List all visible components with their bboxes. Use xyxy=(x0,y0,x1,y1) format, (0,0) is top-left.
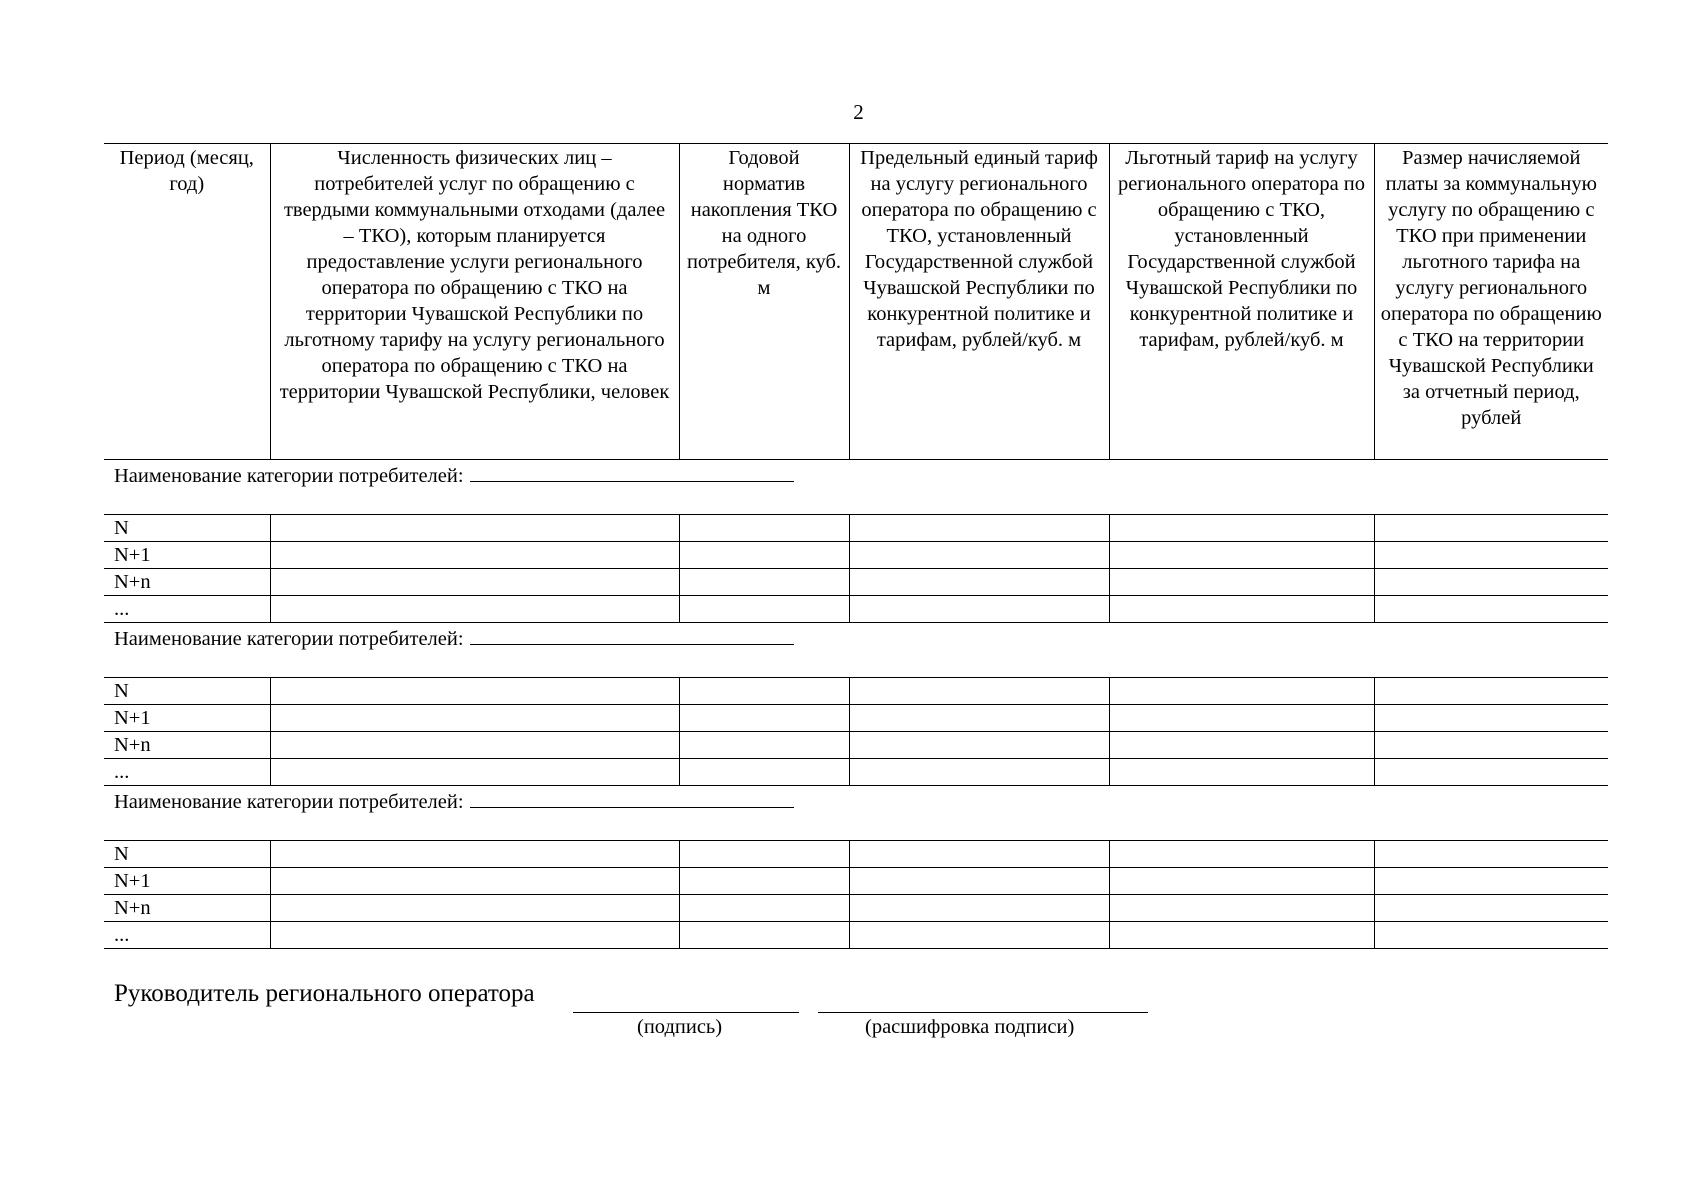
header-consumer-count: Численность физических лиц – потребителей услуг по обращению с твердыми коммунальными отходами (далее – ТКО), которым планируется предоставление услуги регионального оператора по обращению с ТКО на территории Чувашской Республики по льготному тарифу на услугу регионального оператора по обращению с ТКО на территории Чувашской Республики, человек xyxy=(270,144,679,460)
data-cell xyxy=(270,868,679,895)
data-cell xyxy=(1374,841,1608,868)
table-row xyxy=(104,759,1608,786)
data-cell xyxy=(1109,515,1374,542)
report-table xyxy=(104,143,1608,949)
period-cell: ... xyxy=(104,759,270,786)
data-cell xyxy=(1109,895,1374,922)
category-label: Наименование категории потребителей: xyxy=(114,628,464,650)
header-period: Период (месяц, год) xyxy=(104,144,270,460)
table-row xyxy=(104,841,1608,868)
data-cell xyxy=(849,542,1109,569)
data-cell xyxy=(270,759,679,786)
period-cell: N+n xyxy=(104,895,270,922)
period-cell: ... xyxy=(104,922,270,949)
table-row xyxy=(104,922,1608,949)
data-cell xyxy=(1109,596,1374,623)
data-cell xyxy=(679,569,849,596)
data-cell xyxy=(1374,515,1608,542)
data-cell xyxy=(849,841,1109,868)
data-cell xyxy=(1109,759,1374,786)
data-cell xyxy=(270,732,679,759)
data-cell xyxy=(1374,922,1608,949)
table-row xyxy=(104,705,1608,732)
table-row xyxy=(104,542,1608,569)
period-cell: N+n xyxy=(104,569,270,596)
period-cell: N+1 xyxy=(104,868,270,895)
period-cell: ... xyxy=(104,596,270,623)
data-cell xyxy=(849,705,1109,732)
table-row xyxy=(104,868,1608,895)
header-annual-norm: Годовой норматив накопления ТКО на одного потребителя, куб. м xyxy=(679,144,849,460)
data-cell xyxy=(270,596,679,623)
header-charge-amount: Размер начисляемой платы за коммунальную услугу по обращению с ТКО при применении льготного тарифа на услугу регионального оператора по обращению с ТКО на территории Чувашской Республики за отчетный период, рублей xyxy=(1374,144,1608,460)
data-cell xyxy=(1374,732,1608,759)
data-cell xyxy=(1374,895,1608,922)
data-cell xyxy=(1109,542,1374,569)
category-row xyxy=(104,623,1608,678)
data-cell xyxy=(1109,922,1374,949)
period-cell: N xyxy=(104,678,270,705)
data-cell xyxy=(679,922,849,949)
data-cell xyxy=(1374,596,1608,623)
data-cell xyxy=(679,542,849,569)
data-cell xyxy=(1374,705,1608,732)
table-row xyxy=(104,596,1608,623)
category-name-blank xyxy=(470,787,794,808)
data-cell xyxy=(270,542,679,569)
data-cell xyxy=(849,515,1109,542)
signature-line xyxy=(573,1012,799,1013)
data-cell xyxy=(270,678,679,705)
header-max-tariff: Предельный единый тариф на услугу регионального оператора по обращению с ТКО, установленный Государственной службой Чувашской Республики по конкурентной политике и тарифам, рублей/куб. м xyxy=(849,144,1109,460)
data-cell xyxy=(849,678,1109,705)
header-row xyxy=(104,144,1608,460)
data-cell xyxy=(679,841,849,868)
period-cell: N xyxy=(104,841,270,868)
data-cell xyxy=(270,705,679,732)
data-cell xyxy=(270,569,679,596)
category-row xyxy=(104,460,1608,515)
category-label: Наименование категории потребителей: xyxy=(114,791,464,813)
data-cell xyxy=(849,922,1109,949)
data-cell xyxy=(679,705,849,732)
table-row xyxy=(104,895,1608,922)
data-cell xyxy=(679,895,849,922)
page-number: 2 xyxy=(853,100,864,124)
table-row xyxy=(104,732,1608,759)
table-row xyxy=(104,678,1608,705)
data-cell xyxy=(849,732,1109,759)
data-cell xyxy=(679,678,849,705)
data-cell xyxy=(679,732,849,759)
data-cell xyxy=(1374,569,1608,596)
data-cell xyxy=(679,515,849,542)
data-cell xyxy=(1109,569,1374,596)
data-cell xyxy=(270,895,679,922)
period-cell: N+1 xyxy=(104,542,270,569)
data-cell xyxy=(849,759,1109,786)
data-cell xyxy=(1109,868,1374,895)
category-label: Наименование категории потребителей: xyxy=(114,465,464,487)
period-cell: N xyxy=(104,515,270,542)
data-cell xyxy=(849,868,1109,895)
data-cell xyxy=(1109,732,1374,759)
period-cell: N+1 xyxy=(104,705,270,732)
category-name-blank xyxy=(470,461,794,482)
data-cell xyxy=(1109,841,1374,868)
table-row xyxy=(104,515,1608,542)
data-cell xyxy=(849,569,1109,596)
data-cell xyxy=(849,895,1109,922)
category-row xyxy=(104,786,1608,841)
data-cell xyxy=(1109,678,1374,705)
data-cell xyxy=(1374,678,1608,705)
data-cell xyxy=(1374,868,1608,895)
category-name-blank xyxy=(470,624,794,645)
period-cell: N+n xyxy=(104,732,270,759)
data-cell xyxy=(679,596,849,623)
data-cell xyxy=(679,759,849,786)
table-row xyxy=(104,569,1608,596)
data-cell xyxy=(1374,542,1608,569)
signature-decoding-caption: (расшифровка подписи) xyxy=(865,1016,1075,1038)
header-preferential-tariff: Льготный тариф на услугу регионального оператора по обращению с ТКО, установленный Государственной службой Чувашской Республики по конкурентной политике и тарифам, рублей/куб. м xyxy=(1109,144,1374,460)
data-cell xyxy=(1109,705,1374,732)
data-cell xyxy=(1374,759,1608,786)
signature-decoding-line xyxy=(818,1012,1148,1013)
data-cell xyxy=(849,596,1109,623)
signature-caption: (подпись) xyxy=(637,1016,723,1038)
data-cell xyxy=(270,841,679,868)
data-cell xyxy=(270,922,679,949)
data-cell xyxy=(679,868,849,895)
data-cell xyxy=(270,515,679,542)
signature-label: Руководитель регионального оператора xyxy=(114,980,535,1007)
